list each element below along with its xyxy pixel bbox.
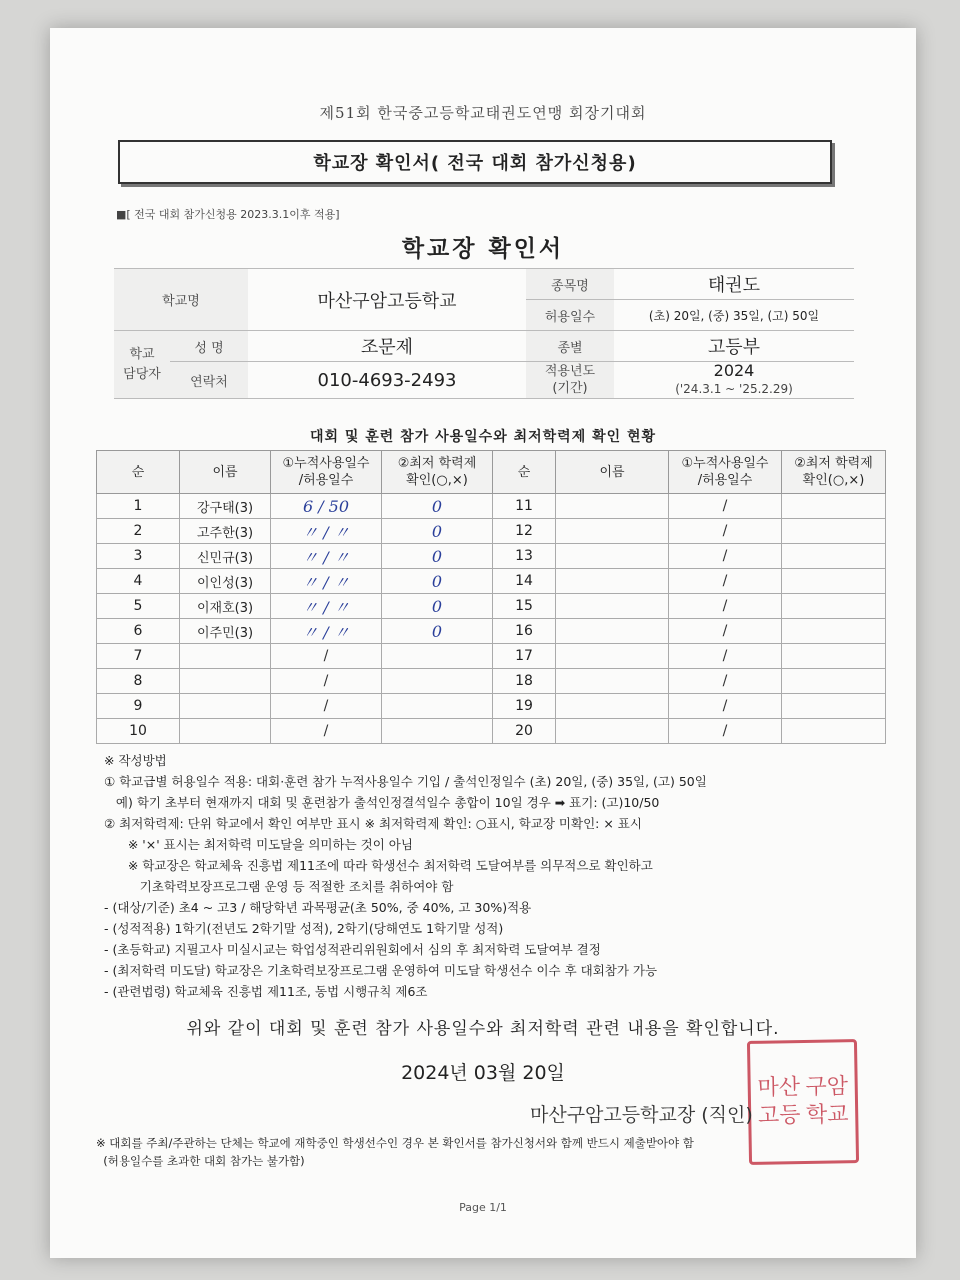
instruction-line: 예) 학기 초부터 현재까지 대회 및 훈련참가 출석인정결석일수 총합이 10일 경우 ➡ 표기: (고)10/50 — [104, 795, 660, 810]
row-check: 0 — [382, 494, 493, 519]
instruction-line: - (대상/기준) 초4 ~ 고3 / 해당학년 과목평균(초 50%, 중 40%, 고 30%)적용 — [104, 900, 532, 915]
table-row — [97, 569, 886, 594]
period-value: ('24.3.1 ~ '25.2.29) — [675, 382, 793, 396]
row-name: 이인성(3) — [180, 569, 271, 594]
row-no-2: 18 — [493, 669, 556, 694]
row-check: 0 — [382, 619, 493, 644]
row-name — [180, 644, 271, 669]
table-row — [97, 669, 886, 694]
row-no: 4 — [97, 569, 180, 594]
row-check-2 — [782, 719, 886, 744]
row-name — [180, 694, 271, 719]
year-cell — [614, 362, 854, 399]
col-no-2: 순 — [493, 451, 556, 494]
row-days-2: / — [669, 694, 782, 719]
row-no: 1 — [97, 494, 180, 519]
confirmation-date: 2024년 03월 20일 — [401, 1062, 565, 1084]
instruction-line: - (성적적용) 1학기(전년도 2학기말 성적), 2학기(당해연도 1학기말 성적) — [104, 921, 504, 936]
row-days: / — [271, 669, 382, 694]
section-title: 대회 및 훈련 참가 사용일수와 최저학력제 확인 현황 — [309, 429, 657, 445]
participation-table — [96, 450, 886, 744]
row-name: 신민규(3) — [180, 544, 271, 569]
row-check — [382, 694, 493, 719]
row-no-2: 15 — [493, 594, 556, 619]
row-check: 0 — [382, 594, 493, 619]
manager-label: 학교 담당자 — [114, 331, 170, 399]
row-no: 2 — [97, 519, 180, 544]
table-row — [97, 519, 886, 544]
row-name-2 — [556, 519, 669, 544]
instruction-line: ① 학교급별 허용일수 적용: 대회·훈련 참가 누적사용일수 기입 / 출석인정일수 (초) 20일, (중) 35일, (고) 50일 — [104, 774, 707, 789]
event-title: 제51회 한국중고등학교태권도연맹 회장기대회 — [319, 104, 647, 122]
row-no: 8 — [97, 669, 180, 694]
row-check-2 — [782, 594, 886, 619]
division-value: 고등부 — [614, 331, 854, 362]
row-check — [382, 719, 493, 744]
table-row — [97, 694, 886, 719]
col-name-2: 이름 — [556, 451, 669, 494]
row-check-2 — [782, 569, 886, 594]
col-days-2: ①누적사용일수 /허용일수 — [669, 451, 782, 494]
row-no-2: 12 — [493, 519, 556, 544]
page-number: Page 1/1 — [459, 1201, 507, 1214]
row-check: 0 — [382, 569, 493, 594]
row-no: 7 — [97, 644, 180, 669]
year-value: 2024 — [713, 361, 755, 380]
row-check-2 — [782, 544, 886, 569]
year-label: 적용년도 (기간) — [526, 362, 614, 399]
row-check — [382, 644, 493, 669]
row-name: 고주한(3) — [180, 519, 271, 544]
col-check-2: ②최저 학력제 확인(○,×) — [782, 451, 886, 494]
manager-name-value: 조문제 — [248, 331, 526, 362]
row-no-2: 13 — [493, 544, 556, 569]
row-name — [180, 669, 271, 694]
row-check: 0 — [382, 544, 493, 569]
table-row — [97, 719, 886, 744]
instruction-line: ② 최저학력제: 단위 학교에서 확인 여부만 표시 ※ 최저학력제 확인: ○표시, 학교장 미확인: × 표시 — [104, 816, 642, 831]
row-days: 〃 / 〃 — [271, 619, 382, 644]
row-days: 〃 / 〃 — [271, 594, 382, 619]
row-days: 〃 / 〃 — [271, 569, 382, 594]
row-check-2 — [782, 519, 886, 544]
table-row — [97, 594, 886, 619]
row-no: 10 — [97, 719, 180, 744]
instruction-line: ※ '×' 표시는 최저학력 미도달을 의미하는 것이 아님 — [104, 837, 413, 852]
row-name-2 — [556, 594, 669, 619]
table-row — [97, 619, 886, 644]
row-no: 3 — [97, 544, 180, 569]
row-name: 이재호(3) — [180, 594, 271, 619]
row-check: 0 — [382, 519, 493, 544]
instruction-line: - (최저학력 미도달) 학교장은 기초학력보장프로그램 운영하여 미도달 학생선수 이수 후 대회참가 가능 — [104, 963, 658, 978]
main-title: 학교장 확인서 — [401, 236, 565, 262]
school-value: 마산구암고등학교 — [248, 269, 526, 331]
row-days-2: / — [669, 569, 782, 594]
row-no-2: 20 — [493, 719, 556, 744]
row-no: 9 — [97, 694, 180, 719]
writing-instructions — [104, 750, 904, 1002]
applicability-note: ■[ 전국 대회 참가신청용 2023.3.1이후 적용] — [116, 208, 340, 221]
table-row — [97, 544, 886, 569]
table-row — [97, 494, 886, 519]
confirmation-statement: 위와 같이 대회 및 훈련 참가 사용일수와 최저학력 관련 내용을 확인합니다. — [186, 1019, 780, 1039]
row-days-2: / — [669, 669, 782, 694]
row-days-2: / — [669, 719, 782, 744]
row-name-2 — [556, 544, 669, 569]
school-label: 학교명 — [114, 269, 248, 331]
row-no-2: 14 — [493, 569, 556, 594]
seal-glyph: 학교 — [805, 1102, 849, 1128]
row-check-2 — [782, 644, 886, 669]
row-days: 〃 / 〃 — [271, 544, 382, 569]
row-name-2 — [556, 694, 669, 719]
row-days: / — [271, 644, 382, 669]
seal-glyph: 마산 — [757, 1075, 801, 1101]
row-days: 〃 / 〃 — [271, 519, 382, 544]
footer-line: ※ 대회를 주최/주관하는 단체는 학교에 재학중인 학생선수인 경우 본 확인서를 참가신청서와 함께 반드시 제출받아야 함 — [96, 1136, 694, 1150]
footer-line: (허용일수를 초과한 대회 참가는 불가함) — [96, 1154, 305, 1168]
col-no: 순 — [97, 451, 180, 494]
instruction-line: 기초학력보장프로그램 운영 등 적절한 조치를 취하여야 함 — [104, 879, 454, 894]
row-name: 이주민(3) — [180, 619, 271, 644]
row-check-2 — [782, 669, 886, 694]
row-days-2: / — [669, 519, 782, 544]
row-days: / — [271, 719, 382, 744]
row-name-2 — [556, 669, 669, 694]
row-no: 6 — [97, 619, 180, 644]
document-page — [50, 28, 916, 1258]
row-days-2: / — [669, 619, 782, 644]
contact-value: 010-4693-2493 — [248, 362, 526, 399]
row-days-2: / — [669, 594, 782, 619]
instruction-line: ※ 작성방법 — [104, 753, 167, 768]
instruction-line: - (관련법령) 학교체육 진흥법 제11조, 동법 시행규칙 제6조 — [104, 984, 428, 999]
row-check-2 — [782, 619, 886, 644]
sport-value: 태권도 — [614, 269, 854, 300]
row-no: 5 — [97, 594, 180, 619]
row-check-2 — [782, 494, 886, 519]
form-title-box: 학교장 확인서( 전국 대회 참가신청용) — [118, 140, 832, 184]
row-name-2 — [556, 494, 669, 519]
row-no-2: 11 — [493, 494, 556, 519]
row-days: / — [271, 694, 382, 719]
col-days: ①누적사용일수 /허용일수 — [271, 451, 382, 494]
participation-rows — [97, 494, 886, 744]
division-label: 종별 — [526, 331, 614, 362]
footer-note — [96, 1134, 896, 1170]
row-days-2: / — [669, 644, 782, 669]
instruction-line: - (초등학교) 지필고사 미실시교는 학업성적관리위원회에서 심의 후 최저학력 도달여부 결정 — [104, 942, 601, 957]
allowed-days-value: (초) 20일, (중) 35일, (고) 50일 — [614, 300, 854, 331]
row-check-2 — [782, 694, 886, 719]
contact-label: 연락처 — [170, 362, 248, 399]
seal-glyph: 구암 — [805, 1074, 849, 1100]
row-no-2: 16 — [493, 619, 556, 644]
instruction-line: ※ 학교장은 학교체육 진흥법 제11조에 따라 학생선수 최저학력 도달여부를 의무적으로 확인하고 — [104, 858, 653, 873]
name-label: 성 명 — [170, 331, 248, 362]
row-no-2: 19 — [493, 694, 556, 719]
row-name-2 — [556, 569, 669, 594]
seal-glyph: 고등 — [757, 1103, 801, 1129]
row-name-2 — [556, 644, 669, 669]
row-name — [180, 719, 271, 744]
row-days: 6 / 50 — [271, 494, 382, 519]
allowed-days-label: 허용일수 — [526, 300, 614, 331]
col-check: ②최저 학력제 확인(○,×) — [382, 451, 493, 494]
row-name: 강구태(3) — [180, 494, 271, 519]
row-check — [382, 669, 493, 694]
row-days-2: / — [669, 544, 782, 569]
row-name-2 — [556, 619, 669, 644]
row-days-2: / — [669, 494, 782, 519]
row-no-2: 17 — [493, 644, 556, 669]
table-row — [97, 644, 886, 669]
principal-signature: 마산구암고등학교장 (직인) — [530, 1104, 753, 1126]
col-name: 이름 — [180, 451, 271, 494]
row-name-2 — [556, 719, 669, 744]
sport-label: 종목명 — [526, 269, 614, 300]
school-info-table — [114, 268, 854, 399]
